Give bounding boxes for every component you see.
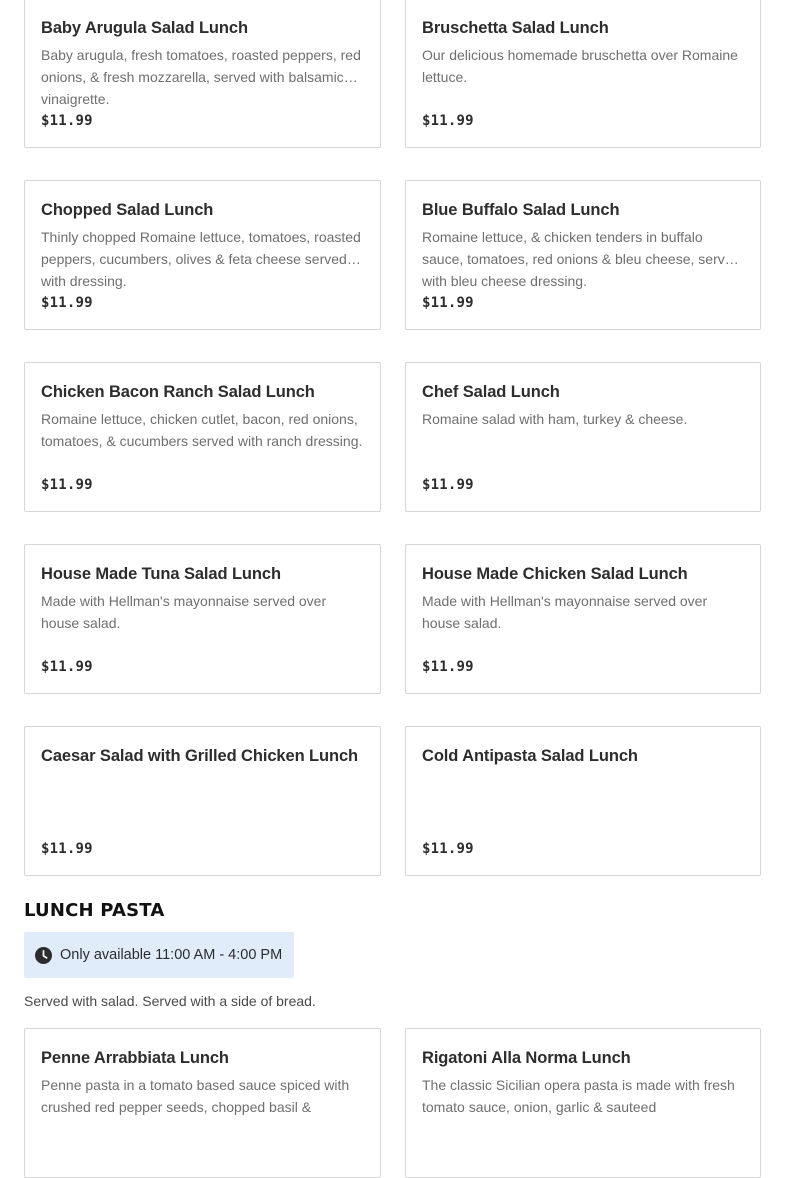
availability-text: Only available 11:00 AM - 4:00 PM (60, 947, 283, 963)
item-description: The classic Sicilian opera pasta is made with fresh tomato sauce, onion, garlic & sauteed (422, 1077, 735, 1115)
item-price: $11.99 (422, 295, 474, 311)
item-price: $11.99 (422, 659, 474, 675)
availability-banner (24, 932, 294, 978)
salad-items-grid (24, 0, 761, 876)
item-name: Caesar Salad with Grilled Chicken Lunch (41, 747, 359, 765)
menu-item-card[interactable] (405, 1028, 761, 1178)
item-description: Thinly chopped Romaine lettuce, tomatoes, roasted peppers, cucumbers, olives & feta cheese served with dressing. (41, 229, 361, 289)
item-description: Our delicious homemade bruschetta over Romaine lettuce. (422, 47, 738, 85)
item-name: Chicken Bacon Ranch Salad Lunch (41, 383, 315, 401)
item-name: Penne Arrabbiata Lunch (41, 1049, 229, 1067)
menu-item-card[interactable] (405, 362, 761, 512)
section-heading: LUNCH PASTA (24, 900, 165, 921)
section-description: Served with salad. Served with a side of bread. (24, 993, 316, 1009)
menu-item-card[interactable] (24, 544, 381, 694)
menu-item-card[interactable] (24, 726, 381, 876)
item-description: Romaine salad with ham, turkey & cheese. (422, 411, 688, 427)
menu-item-card[interactable] (24, 0, 381, 148)
item-price: $11.99 (41, 659, 93, 675)
menu-item-card[interactable] (24, 362, 381, 512)
menu-item-card[interactable] (24, 180, 381, 330)
clock-icon (35, 947, 52, 964)
item-price: $11.99 (422, 477, 474, 493)
item-price: $11.99 (41, 477, 93, 493)
item-name: Cold Antipasta Salad Lunch (422, 747, 638, 765)
item-name: Bruschetta Salad Lunch (422, 19, 609, 37)
item-description: Made with Hellman's mayonnaise served over house salad. (422, 593, 708, 631)
item-price: $11.99 (41, 841, 93, 857)
item-price: $11.99 (422, 841, 474, 857)
menu-item-card[interactable] (24, 1028, 381, 1178)
item-description (41, 772, 364, 816)
item-description: Baby arugula, fresh tomatoes, roasted peppers, red onions, & fresh mozzarella, served with balsamic vinaigrette. (41, 47, 361, 107)
item-name: Baby Arugula Salad Lunch (41, 19, 248, 37)
item-price: $11.99 (41, 295, 93, 311)
item-description: Romaine lettuce, chicken cutlet, bacon, red onions, tomatoes, & cucumbers served with ranch dressing. (41, 411, 363, 449)
pasta-items-grid (24, 1028, 761, 1178)
item-name: Rigatoni Alla Norma Lunch (422, 1049, 631, 1067)
item-name: Chef Salad Lunch (422, 383, 560, 401)
menu-item-card[interactable] (405, 726, 761, 876)
menu-item-card[interactable] (405, 180, 761, 330)
item-name: Chopped Salad Lunch (41, 201, 214, 219)
menu-item-card[interactable] (405, 544, 761, 694)
item-description: Made with Hellman's mayonnaise served over house salad. (41, 593, 327, 631)
item-price: $11.99 (41, 113, 93, 129)
item-price: $11.99 (422, 113, 474, 129)
item-description (422, 772, 744, 816)
item-name: House Made Tuna Salad Lunch (41, 565, 281, 583)
item-description: Penne pasta in a tomato based sauce spiced with crushed red pepper seeds, chopped basil & (41, 1077, 350, 1115)
item-name: House Made Chicken Salad Lunch (422, 565, 688, 583)
menu-item-card[interactable] (405, 0, 761, 148)
item-description: Romaine lettuce, & chicken tenders in buffalo sauce, tomatoes, red onions & bleu cheese, served with bleu cheese dressing. (422, 229, 741, 289)
item-name: Blue Buffalo Salad Lunch (422, 201, 620, 219)
